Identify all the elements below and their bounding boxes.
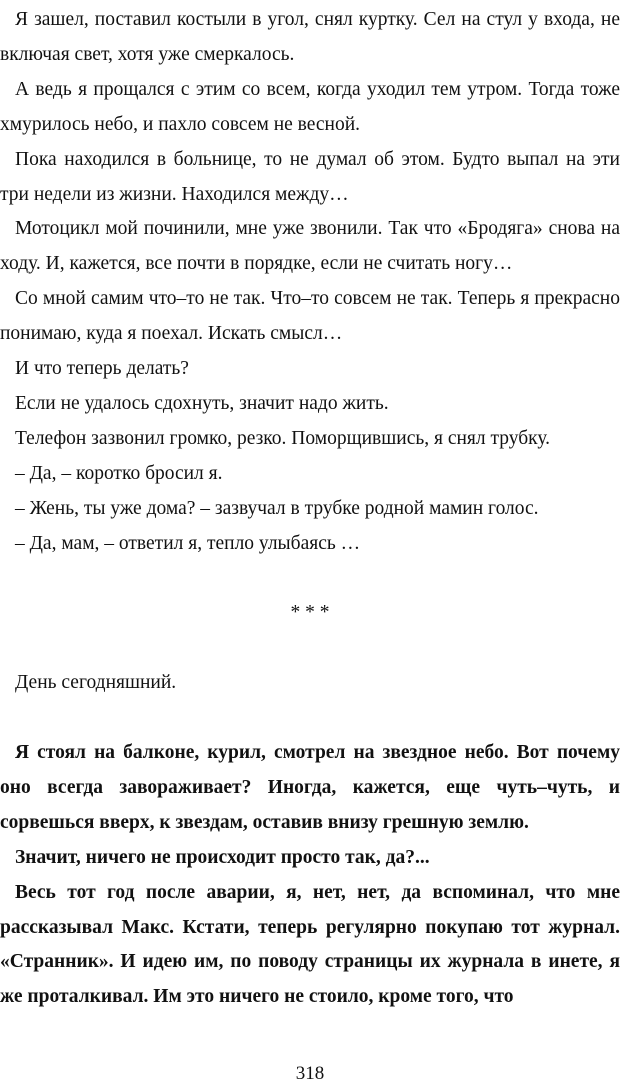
page-text [0,3,620,1015]
paragraph: Пока находился в больнице, то не думал об этом. Будто выпал на эти три недели из жизни. Находился между… [0,148,620,205]
blank-line [0,701,620,736]
dialogue-line: – Жень, ты уже дома? – зазвучал в трубке родной мамин голос. [15,497,539,519]
paragraph: А ведь я прощался с этим со всем, когда уходил тем утром. Тогда тоже хмурилось небо, и пахло совсем не весной. [0,78,620,135]
bold-paragraph: Весь тот год после аварии, я, нет, нет, да вспоминал, что мне рассказывал Макс. Кстати, теперь регулярно покупаю тот журнал. «Странник». И идею им, по поводу страницы их журнала в инете, я же проталкивал. Им это ничего не стоило, кроме того, что [0,881,620,1008]
paragraph: Со мной самим что–то не так. Что–то совсем не так. Теперь я прекрасно понимаю, куда я поехал. Искать смысл… [0,288,620,345]
paragraph: Телефон зазвонил громко, резко. Поморщившись, я снял трубку. [15,427,551,449]
bold-section [0,736,620,1015]
paragraph: И что теперь делать? [15,358,189,380]
dialogue-line: – Да, мам, – ответил я, тепло улыбаясь … [15,532,361,554]
paragraph: Мотоцикл мой починили, мне уже звонили. Так что «Бродяга» снова на ходу. И, кажется, все почти в порядке, если не считать ногу… [0,218,620,275]
section-heading: День сегодняшний. [15,672,177,694]
blank-line [0,562,620,597]
paragraph: Я зашел, поставил костыли в угол, снял куртку. Сел на стул у входа, не включая свет, хотя уже смеркалось. [0,9,620,65]
blank-line [0,631,620,666]
dialogue-line: – Да, – коротко бросил я. [15,462,223,484]
paragraph: Если не удалось сдохнуть, значит надо жить. [15,392,389,414]
bold-paragraph: Значит, ничего не происходит просто так, да?... [15,846,430,868]
page-number: 318 [295,1063,325,1084]
section-separator: * * * [290,602,330,624]
bold-paragraph: Я стоял на балконе, курил, смотрел на звездное небо. Вот почему оно всегда завораживает? Иногда, кажется, еще чуть–чуть, и сорвешься вверх, к звездам, оставив внизу грешную землю. [0,741,620,833]
